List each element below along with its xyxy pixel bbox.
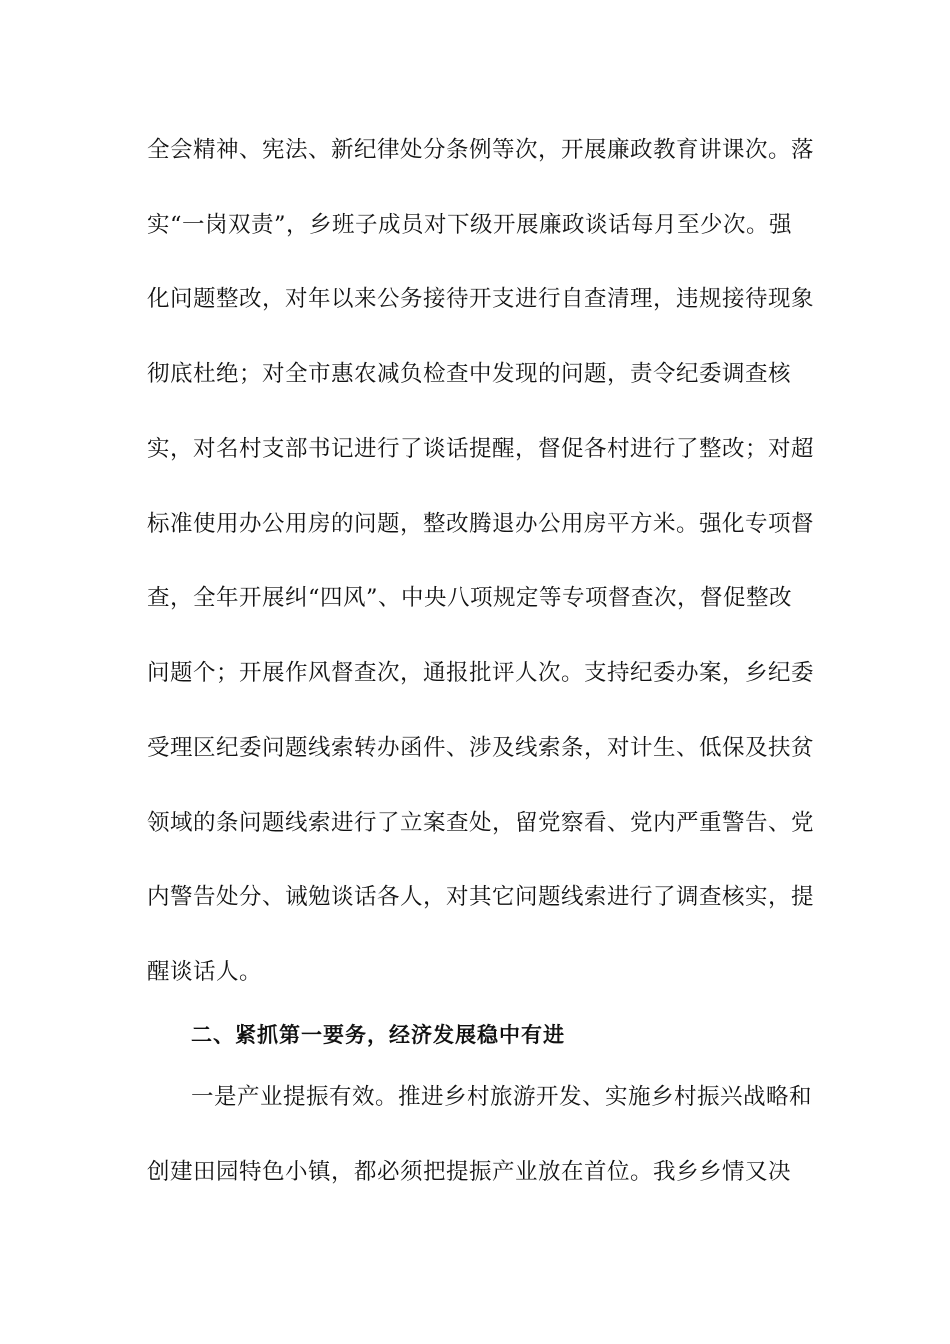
paragraph-line: 化问题整改，对年以来公务接待开支进行自查清理，违规接待现象	[147, 286, 815, 312]
paragraph-line: 受理区纪委问题线索转办函件、涉及线索条，对计生、低保及扶贫	[147, 735, 815, 761]
paragraph-line: 全会精神、宪法、新纪律处分条例等次，开展廉政教育讲课次。落	[147, 137, 815, 163]
paragraph-line: 查，全年开展纠“四风”、中央八项规定等专项督查次，督促整改	[147, 585, 793, 611]
paragraph-line: 一是产业提振有效。推进乡村旅游开发、实施乡村振兴战略和	[191, 1084, 813, 1110]
paragraph-line: 彻底杜绝；对全市惠农减负检查中发现的问题，责令纪委调查核	[147, 361, 792, 387]
paragraph-line: 领域的条问题线索进行了立案查处，留党察看、党内严重警告、党	[147, 810, 815, 836]
section-heading: 二、紧抓第一要务，经济发展稳中有进	[191, 1023, 565, 1047]
paragraph-line: 创建田园特色小镇，都必须把提振产业放在首位。我乡乡情又决	[147, 1159, 792, 1185]
paragraph-line: 醒谈话人。	[147, 959, 263, 985]
paragraph-line: 标准使用办公用房的问题，整改腾退办公用房平方米。强化专项督	[147, 511, 815, 537]
paragraph-line: 实，对名村支部书记进行了谈话提醒，督促各村进行了整改；对超	[147, 436, 815, 462]
paragraph-line: 问题个；开展作风督查次，通报批评人次。支持纪委办案，乡纪委	[147, 660, 815, 686]
paragraph-line: 内警告处分、诫勉谈话各人，对其它问题线索进行了调查核实，提	[147, 884, 815, 910]
paragraph-line: 实“一岗双责”，乡班子成员对下级开展廉政谈话每月至少次。强	[147, 212, 793, 238]
